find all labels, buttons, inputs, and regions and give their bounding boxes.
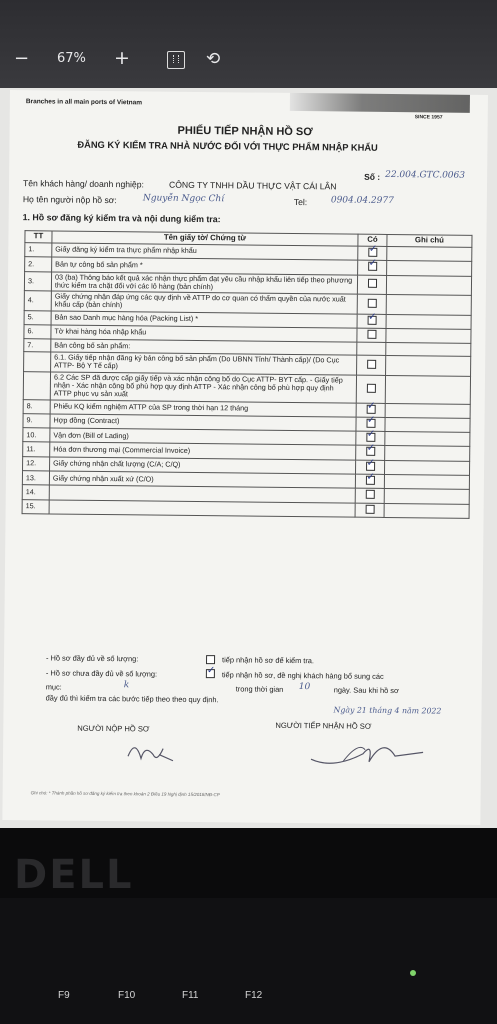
so-label: Số : [364, 171, 381, 182]
section-1-heading: 1. Hồ sơ đăng ký kiểm tra và nội dung kiểm tra: [22, 212, 221, 225]
key-f9: F9 [58, 990, 70, 1001]
row-number: 11. [23, 442, 50, 457]
row-checkbox[interactable] [365, 490, 374, 499]
header-logo-band [290, 93, 470, 113]
muc-label: mục: [45, 682, 62, 692]
row-note [385, 403, 470, 418]
row-number: 3. [24, 271, 51, 291]
row-document-name: Phiếu KQ kiểm nghiệm ATTP của SP trong thời hạn 12 tháng [50, 400, 356, 417]
row-number: 4. [24, 291, 51, 311]
row-number [24, 352, 51, 372]
zoom-level: 67% [57, 51, 86, 66]
row-checkbox[interactable] [366, 461, 375, 470]
form-subtitle: ĐĂNG KÝ KIỂM TRA NHÀ NƯỚC ĐỐI VỚI THỰC PHẨM NHẬP KHẨU [77, 139, 378, 153]
form-title: PHIẾU TIẾP NHẬN HỒ SƠ [177, 124, 313, 139]
row-note [384, 474, 469, 489]
tel-label: Tel: [293, 196, 308, 208]
row-checkbox[interactable] [366, 419, 375, 428]
row-checkbox[interactable] [368, 248, 377, 257]
submitter-signature [123, 736, 183, 767]
row-document-name: Giấy chứng nhận đáp ứng các quy định về ATTP do cơ quan có thẩm quyền của nước xuất khẩu cấp (bản chính) [51, 291, 357, 314]
time-label: trong thời gian [235, 684, 284, 694]
row-note [385, 375, 470, 404]
row-document-name: Hóa đơn thương mại (Commercial Invoice) [50, 442, 356, 459]
header-tt: TT [25, 231, 52, 243]
row-checkbox-cell [357, 328, 386, 343]
row-checkbox-cell [355, 488, 384, 503]
days-label: ngày. Sau khi hồ sơ [333, 685, 399, 696]
status-missing-checkbox[interactable] [206, 669, 215, 678]
row-checkbox[interactable] [367, 330, 376, 339]
row-document-name: Vận đơn (Bill of Lading) [50, 428, 356, 445]
row-document-name: Giấy chứng nhận chất lượng (C/A; C/Q) [50, 457, 356, 474]
key-f11: F11 [182, 990, 199, 1001]
submitter-label: Họ tên người nộp hồ sơ: [22, 194, 117, 206]
row-checkbox[interactable] [365, 476, 374, 485]
row-checkbox[interactable] [366, 447, 375, 456]
documents-table [22, 230, 473, 519]
receiver-signature-label: NGƯỜI TIẾP NHẬN HỒ SƠ [275, 720, 372, 731]
status-full-checkbox[interactable] [206, 655, 215, 664]
row-checkbox[interactable] [367, 360, 376, 369]
row-note [386, 295, 471, 315]
row-document-name: Bản tự công bố sản phẩm * [52, 257, 358, 274]
row-number: 9. [23, 414, 50, 429]
row-checkbox[interactable] [365, 504, 374, 513]
row-note [386, 356, 471, 376]
row-note [385, 446, 470, 461]
row-number: 15. [22, 499, 49, 514]
row-checkbox[interactable] [367, 279, 376, 288]
row-number [23, 371, 50, 399]
zoom-in-button[interactable]: + [114, 47, 130, 69]
row-note [386, 343, 471, 357]
row-number: 5. [24, 310, 51, 325]
row-document-name: 6.1. Giấy tiếp nhận đăng ký bản công bố sản phẩm (Do UBNN Tỉnh/ Thành cấp)/ (Do Cục ATTP- Bộ Y Tế cấp) [51, 352, 357, 375]
submitter-value: Nguyễn Ngọc Chí [142, 193, 225, 205]
status-missing-result: tiếp nhận hồ sơ, đề nghị khách hàng bổ sung các [221, 670, 384, 681]
row-checkbox-cell [357, 314, 386, 329]
row-checkbox-cell [355, 503, 384, 518]
row-note [386, 328, 471, 343]
document-page [2, 90, 488, 825]
customer-value: CÔNG TY TNHH DẦU THỰC VẬT CÁI LÂN [168, 179, 337, 192]
row-note [386, 314, 471, 329]
row-document-name: Hợp đồng (Contract) [50, 414, 356, 431]
row-checkbox-cell [355, 474, 384, 489]
row-checkbox-cell [357, 355, 386, 375]
row-number: 6. [24, 325, 51, 340]
rotate-icon[interactable]: ⟲ [206, 49, 221, 69]
row-number: 2. [25, 257, 52, 272]
key-f10: F10 [118, 990, 136, 1001]
row-note [386, 275, 471, 295]
status-missing-label: - Hồ sơ chưa đầy đủ về số lượng: [45, 668, 158, 679]
row-checkbox[interactable] [366, 383, 375, 392]
so-value: 22.004.GTC.0063 [385, 169, 466, 181]
row-checkbox-cell [356, 375, 385, 403]
row-checkbox[interactable] [368, 262, 377, 271]
row-document-name: Tờ khai hàng hóa nhập khẩu [51, 325, 357, 342]
status-full-result: tiếp nhận hồ sơ để kiểm tra. [221, 655, 315, 666]
row-note [384, 503, 469, 518]
row-document-name: 03 (ba) Thông báo kết quả xác nhận thực phẩm đạt yêu cầu nhập khẩu liên tiếp theo phương thức kiểm tra chặt đối với các lô hàng (bản chính) [51, 271, 357, 294]
row-checkbox[interactable] [366, 404, 375, 413]
row-number: 14. [22, 485, 49, 500]
dell-logo: DELL [14, 852, 134, 898]
key-f12: F12 [245, 990, 263, 1001]
since-label: SINCE 1957 [414, 114, 443, 121]
customer-label: Tên khách hàng/ doanh nghiệp: [22, 178, 144, 190]
row-note [384, 489, 469, 504]
row-checkbox-cell [357, 275, 386, 295]
row-note [387, 261, 472, 276]
row-note [385, 417, 470, 432]
branches-label: Branches in all main ports of Vietnam [25, 98, 143, 107]
row-note [385, 432, 470, 447]
followup-text: đầy đủ thì kiểm tra các bước tiếp theo theo quy định. [45, 693, 219, 705]
row-number: 13. [22, 471, 49, 486]
row-checkbox-cell [358, 260, 387, 275]
row-document-name: Giấy chứng nhận xuất xứ (C/O) [49, 471, 355, 488]
footnote: Ghi chú: * Thành phần hồ sơ đăng ký kiểm tra theo khoản 2 Điều 19 Nghị định 15/2018/NĐ-CP [30, 790, 220, 798]
row-checkbox-cell [357, 342, 386, 355]
power-led-icon [410, 970, 416, 976]
time-value: 10 [298, 682, 311, 693]
header-ghichu: Ghi chú [387, 234, 472, 247]
row-checkbox[interactable] [367, 315, 376, 324]
row-document-name: Giấy đăng ký kiểm tra thực phẩm nhập khẩu [52, 243, 358, 260]
laptop-bezel [0, 828, 497, 898]
row-checkbox[interactable] [367, 298, 376, 307]
header-name: Tên giấy tờ/ Chứng từ [52, 231, 358, 246]
row-document-name: Bản sao Danh mục hàng hóa (Packing List) * [51, 311, 357, 328]
row-number: 8. [23, 399, 50, 414]
row-note [387, 246, 472, 261]
row-note [384, 460, 469, 475]
row-number: 12. [23, 456, 50, 471]
tel-value: 0904.04.2977 [330, 195, 394, 207]
table-body [22, 243, 472, 519]
row-document-name: Bản công bố sản phẩm: [51, 339, 357, 355]
fit-page-icon[interactable] [167, 51, 185, 69]
muc-value: k [123, 680, 130, 691]
zoom-out-button[interactable]: − [14, 48, 30, 69]
header-co: Có [358, 234, 387, 246]
date-text: Ngày 21 tháng 4 năm 2022 [333, 705, 442, 716]
row-number: 7. [24, 339, 51, 352]
row-number: 10. [23, 428, 50, 443]
row-number: 1. [25, 243, 52, 258]
status-full-label: - Hồ sơ đầy đủ về số lượng: [46, 653, 139, 664]
receiver-signature [303, 731, 433, 772]
row-checkbox[interactable] [366, 433, 375, 442]
viewer-toolbar [0, 0, 497, 88]
row-document-name [49, 500, 355, 517]
keyboard [0, 898, 497, 1024]
submitter-signature-label: NGƯỜI NỘP HỒ SƠ [77, 723, 150, 734]
row-document-name: 6.2 Các SP đã được cấp giấy tiếp và xác nhận công bố do Cục ATTP- BYT cấp. - Giấy tiếp nhận - Xác nhận công bố phù hợp quy định ATTP - Xác nhận công bố phù hợp quy định ATTP phục vụ sản xuất [50, 372, 356, 403]
